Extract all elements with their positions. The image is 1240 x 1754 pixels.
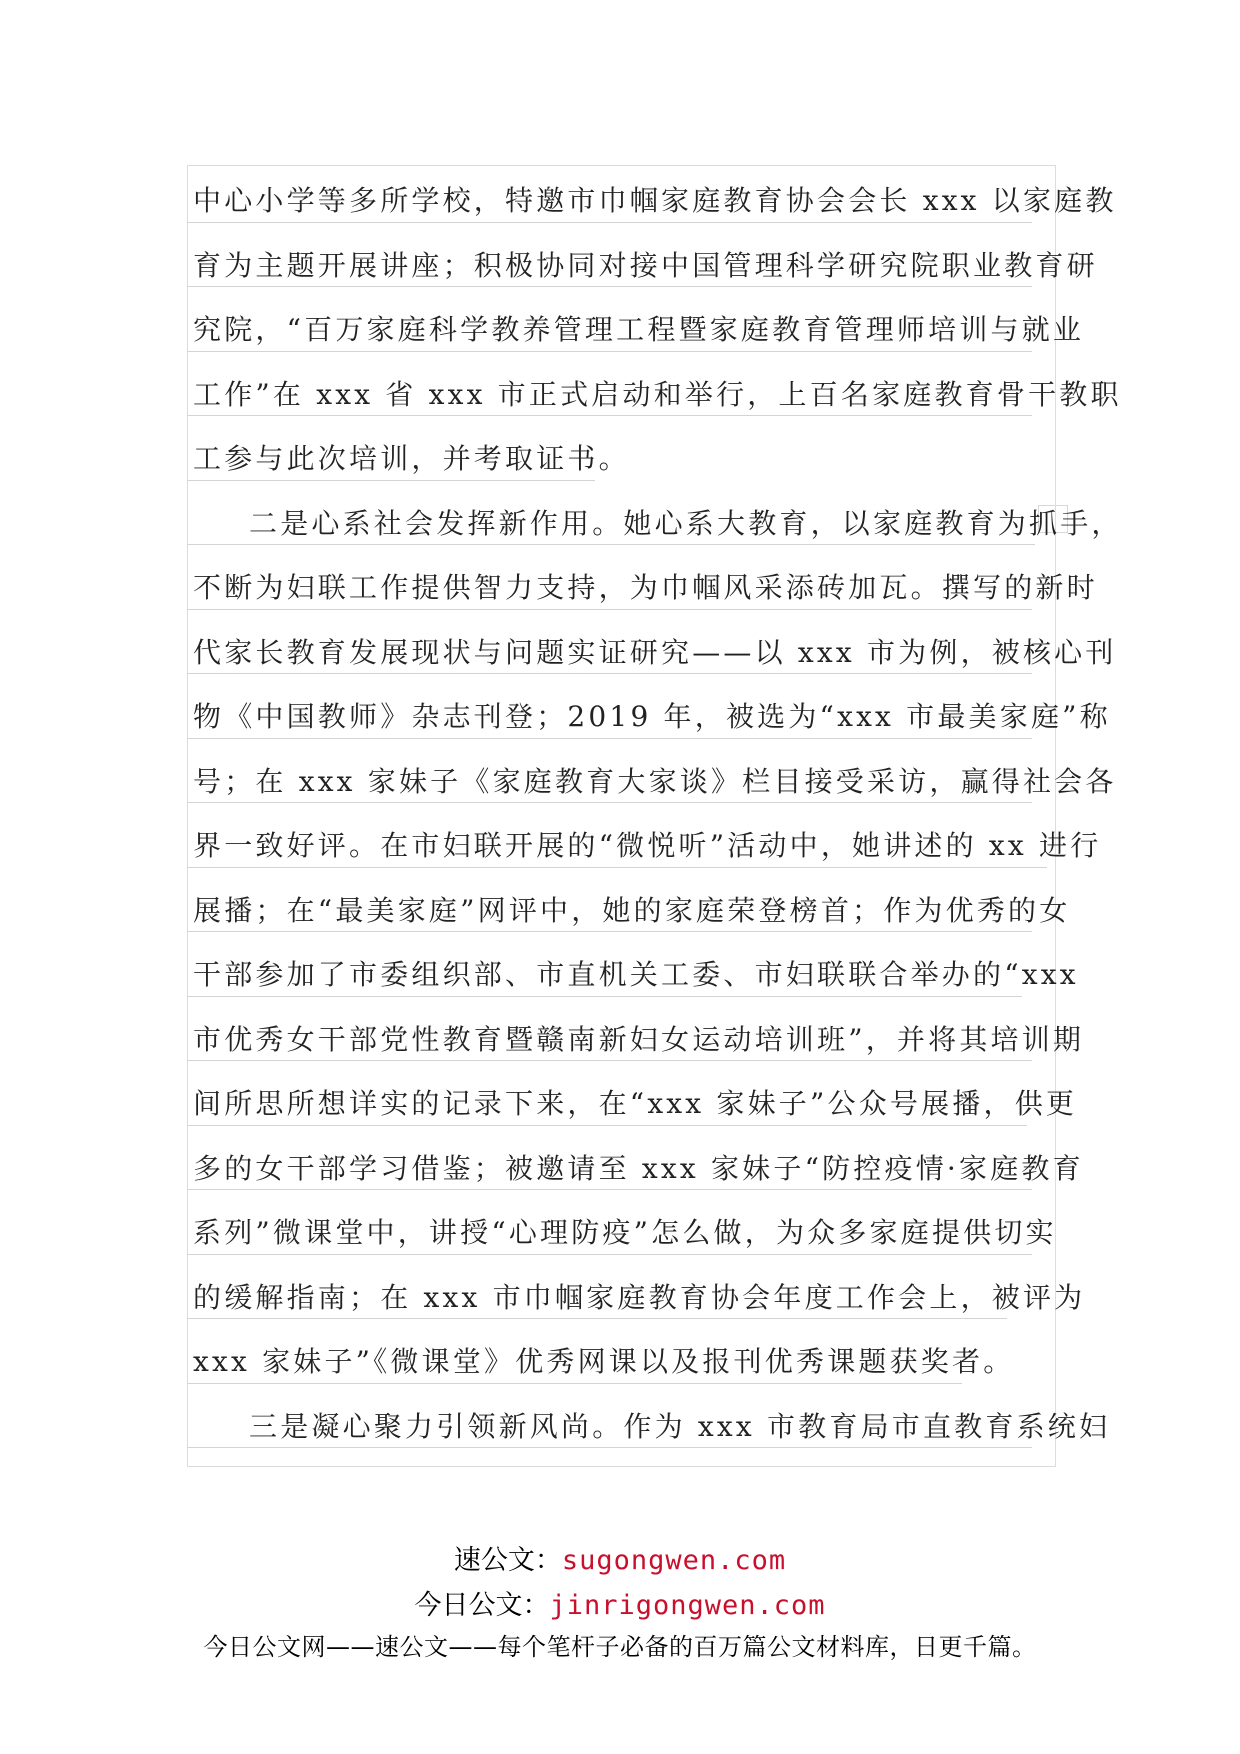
body-line: 的缓解指南；在 xxx 市巾帼家庭教育协会年度工作会上，被评为 — [187, 1269, 1067, 1334]
body-line: 展播；在“最美家庭”网评中，她的家庭荣登榜首；作为优秀的女 — [187, 882, 1067, 947]
body-line: 间所思所想详实的记录下来，在“xxx 家妹子”公众号展播，供更 — [187, 1075, 1067, 1140]
paragraph-start-line: 二是心系社会发挥新作用。她心系大教育，以家庭教育为抓手， — [187, 495, 1067, 560]
document-body — [187, 172, 1123, 1462]
body-line: 工参与此次培训，并考取证书。 — [187, 430, 1067, 495]
footer-slogan: 今日公文网——速公文——每个笔杆子必备的百万篇公文材料库，日更千篇。 — [203, 1633, 1037, 1661]
body-line: 界一致好评。在市妇联开展的“微悦听”活动中，她讲述的 xx 进行 — [187, 817, 1067, 882]
footer-link-sugongwen[interactable]: sugongwen.com — [561, 1545, 787, 1576]
body-line: 不断为妇联工作提供智力支持，为巾帼风采添砖加瓦。撰写的新时 — [187, 559, 1067, 624]
body-line: 工作”在 xxx 省 xxx 市正式启动和举行，上百名家庭教育骨干教职 — [187, 366, 1067, 431]
footer-label: 今日公文： — [414, 1590, 550, 1621]
body-line: 干部参加了市委组织部、市直机关工委、市妇联联合举办的“xxx — [187, 946, 1067, 1011]
footer-sugongwen — [0, 1538, 1240, 1577]
body-line: 物《中国教师》杂志刊登；2019 年，被选为“xxx 市最美家庭”称 — [187, 688, 1067, 753]
footer-label: 速公文： — [453, 1545, 562, 1576]
body-line: 究院，“百万家庭科学教养管理工程暨家庭教育管理师培训与就业 — [187, 301, 1067, 366]
footer-jinrigongwen — [0, 1583, 1240, 1622]
body-line: 中心小学等多所学校，特邀市巾帼家庭教育协会会长 xxx 以家庭教 — [187, 172, 1067, 237]
body-line: xxx 家妹子”《微课堂》优秀网课以及报刊优秀课题获奖者。 — [187, 1333, 1067, 1398]
body-line: 代家长教育发展现状与问题实证研究——以 xxx 市为例，被核心刊 — [187, 624, 1067, 689]
body-line: 育为主题开展讲座；积极协同对接中国管理科学研究院职业教育研 — [187, 237, 1067, 302]
body-line: 系列”微课堂中，讲授“心理防疫”怎么做，为众多家庭提供切实 — [187, 1204, 1067, 1269]
footer-link-jinrigongwen[interactable]: jinrigongwen.com — [549, 1590, 826, 1621]
paragraph-start-line: 三是凝心聚力引领新风尚。作为 xxx 市教育局市直教育系统妇 — [187, 1398, 1067, 1463]
body-line: 市优秀女干部党性教育暨赣南新妇女运动培训班”，并将其培训期 — [187, 1011, 1067, 1076]
body-line: 号；在 xxx 家妹子《家庭教育大家谈》栏目接受采访，赢得社会各 — [187, 753, 1067, 818]
body-line: 多的女干部学习借鉴；被邀请至 xxx 家妹子“防控疫情·家庭教育 — [187, 1140, 1067, 1205]
